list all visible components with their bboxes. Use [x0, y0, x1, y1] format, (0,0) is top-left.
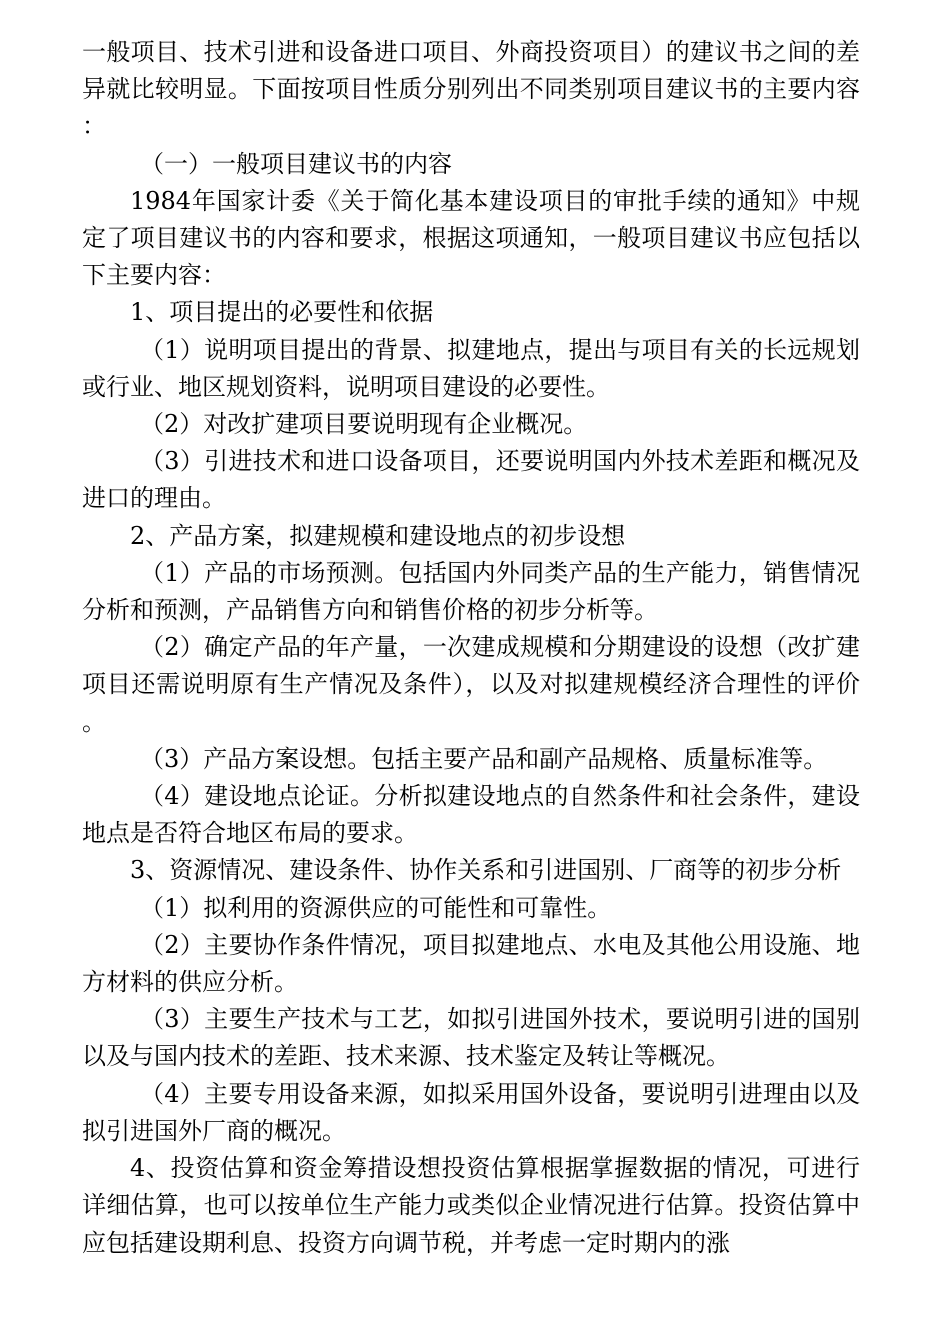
- subitem-3-3: （3）主要生产技术与工艺，如拟引进国外技术，要说明引进的国别以及与国内技术的差距、技术来源、技术鉴定及转让等概况。: [82, 1005, 860, 1071]
- document-page: [82, 34, 860, 1262]
- subitem-3-1: （1）拟利用的资源供应的可能性和可靠性。: [140, 893, 612, 922]
- section-heading-general-project: （一）一般项目建议书的内容: [140, 149, 452, 178]
- subitem-1-2: （2）对改扩建项目要说明现有企业概况。: [140, 410, 588, 439]
- item-heading-resources: 3、资源情况、建设条件、协作关系和引进国别、厂商等的初步分析: [130, 856, 842, 885]
- paragraph-intro-continuation: 一般项目、技术引进和设备进口项目、外商投资项目）的建议书之间的差异就比较明显。下面按项目性质分别列出不同类别项目建议书的主要内容：: [82, 38, 860, 141]
- subitem-1-3: （3）引进技术和进口设备项目，还要说明国内外技术差距和概况及进口的理由。: [82, 447, 860, 513]
- subitem-2-4: （4）建设地点论证。分析拟建设地点的自然条件和社会条件，建设地点是否符合地区布局的要求。: [82, 782, 860, 848]
- subitem-2-1: （1）产品的市场预测。包括国内外同类产品的生产能力，销售情况分析和预测，产品销售方向和销售价格的初步分析等。: [82, 558, 860, 625]
- item-heading-investment: 4、投资估算和资金筹措设想投资估算根据掌握数据的情况，可进行详细估算，也可以按单位生产能力或类似企业情况进行估算。投资估算中应包括建设期利息、投资方向调节税，并考虑一定时期内的涨: [82, 1154, 860, 1257]
- subitem-2-3: （3）产品方案设想。包括主要产品和副产品规格、质量标准等。: [140, 744, 828, 773]
- subitem-2-2: （2）确定产品的年产量，一次建成规模和分期建设的设想（改扩建项目还需说明原有生产情况及条件），以及对拟建规模经济合理性的评价。: [82, 633, 860, 736]
- paragraph-1984-notice: 1984年国家计委《关于简化基本建设项目的审批手续的通知》中规定了项目建议书的内容和要求，根据这项通知，一般项目建议书应包括以下主要内容：: [82, 186, 860, 290]
- subitem-1-1: （1）说明项目提出的背景、拟建地点，提出与项目有关的长远规划或行业、地区规划资料，说明项目建设的必要性。: [82, 335, 860, 401]
- item-heading-product-plan: 2、产品方案，拟建规模和建设地点的初步设想: [130, 521, 626, 550]
- subitem-3-2: （2）主要协作条件情况，项目拟建地点、水电及其他公用设施、地方材料的供应分析。: [82, 930, 860, 997]
- subitem-3-4: （4）主要专用设备来源，如拟采用国外设备，要说明引进理由以及拟引进国外厂商的概况。: [82, 1079, 860, 1145]
- item-heading-necessity: 1、项目提出的必要性和依据: [130, 298, 434, 327]
